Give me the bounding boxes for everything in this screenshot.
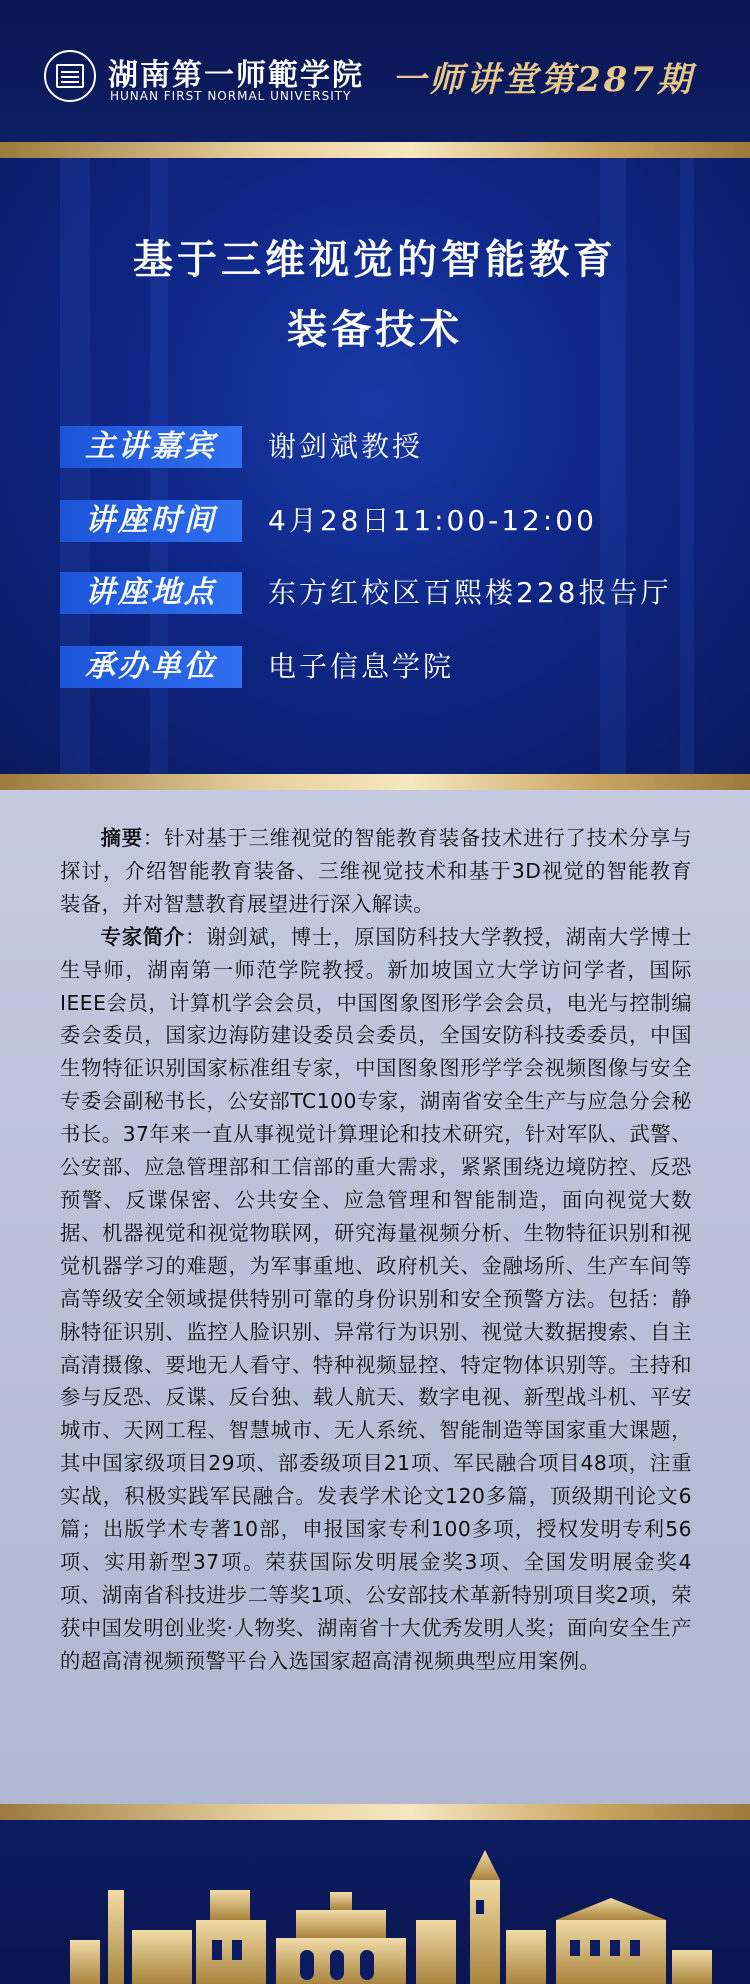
abstract-text: 针对基于三维视觉的智能教育装备技术进行了技术分享与探讨，介绍智能教育装备、三维视觉技术和基于3D视觉的智能教育装备，并对智慧教育展望进行深入解读。 — [60, 826, 692, 916]
info-value: 东方红校区百熙楼228报告厅 — [268, 576, 672, 609]
gold-divider — [0, 1804, 750, 1820]
bio-text: 谢剑斌，博士，原国防科技大学教授，湖南大学博士生导师，湖南第一师范学院教授。新加坡国立大学访问学者，国际IEEE会员，计算机学会会员，中国图象图形学会会员，电光与控制编委会委员，国家边海防建设委员会委员，全国安防科技委委员，中国生物特征识别国家标准组专家，中国图象图形学学会视频图像与安全专委会副秘书长，公安部TC100专家，湖南省安全生产与应急分会秘书长。37年来一直从事视觉计算理论和技术研究，针对军队、武警、公安部、应急管理部和工信部的重大需求，紧紧围绕边境防控、反恐预警、反谍保密、公共安全、应急管理和智能制造，面向视觉大数据、机器视觉和视觉物联网，研究海量视频分析、生物特征识别和视觉机器学习的难题，为军事重地、政府机关、金融场所、生产车间等高等级安全领域提供特别可靠的身份识别和安全预警方法。包括：静脉特征识别、监控人脸识别、异常行为识别、视觉大数据搜索、自主高清摄像、要地无人看守、特种视频显控、特定物体识别等。主持和参与反恐、反谍、反台独、载人航天、数字电视、新型战斗机、平安城市、天网工程、智慧城市、无人系统、智能制造等国家重大课题，其中国家级项目29项、部委级项目21项、军民融合项目48项，注重实战，积极实践军民融合。发表学术论文120多篇，顶级期刊论文6篇；出版学术专著10部，申报国家专利100多项，授权发明专利56项、实用新型37项。荣获国际发明展金奖3项、全国发明展金奖4项、湖南省科技进步二等奖1项、公安部技术革新特别项目奖2项，荣获中国发明创业奖·人物奖、湖南省十大优秀发明人奖；面向安全生产的超高清视频预警平台入选国家超高清视频典型应用案例。 — [60, 924, 692, 1673]
info-value: 谢剑斌教授 — [268, 430, 424, 463]
abstract-heading: 摘要 — [100, 826, 143, 850]
header — [0, 0, 750, 142]
university-name-en: HUNAN FIRST NORMAL UNIVERSITY — [110, 89, 352, 103]
university-logo-icon — [44, 50, 96, 102]
university-name: 湖南第一师範学院 — [108, 58, 364, 93]
series-title: 一师讲堂第287期 — [392, 60, 694, 100]
gold-divider — [0, 142, 750, 158]
info-label: 承办单位 — [60, 646, 242, 688]
abstract-paragraph: 摘要：针对基于三维视觉的智能教育装备技术进行了技术分享与探讨，介绍智能教育装备、三维视觉技术和基于3D视觉的智能教育装备，并对智慧教育展望进行深入解读。 — [60, 826, 692, 916]
bio-heading: 专家简介 — [100, 924, 186, 949]
lecture-title-line2: 装备技术 — [287, 307, 463, 353]
info-label: 讲座时间 — [60, 500, 242, 542]
info-value: 4月28日11:00-12:00 — [268, 504, 597, 537]
description-text — [60, 822, 692, 1678]
campus-skyline-icon — [0, 1820, 750, 1984]
gold-divider — [0, 774, 750, 790]
info-label: 讲座地点 — [60, 572, 242, 614]
lecture-title-line1: 基于三维视觉的智能教育 — [133, 237, 617, 283]
info-value: 电子信息学院 — [268, 650, 455, 683]
footer — [0, 1820, 750, 1984]
info-label: 主讲嘉宾 — [60, 426, 242, 468]
bio-paragraph: 专家简介：谢剑斌，博士，原国防科技大学教授，湖南大学博士生导师，湖南第一师范学院教授。新加坡国立大学访问学者，国际IEEE会员，计算机学会会员，中国图象图形学会会员，电光与控制编委会委员，国家边海防建设委员会委员，全国安防科技委委员，中国生物特征识别国家标准组专家，中国图象图形学学会视频图像与安全专委会副秘书长，公安部TC100专家，湖南省安全生产与应急分会秘书长。37年来一直从事视觉计算理论和技术研究，针对军队、武警、公安部、应急管理部和工信部的重大需求，紧紧围绕边境防控、反恐预警、反谍保密、公共安全、应急管理和智能制造，面向视觉大数据、机器视觉和视觉物联网，研究海量视频分析、生物特征识别和视觉机器学习的难题，为军事重地、政府机关、金融场所、生产车间等高等级安全领域提供特别可靠的身份识别和安全预警方法。包括：静脉特征识别、监控人脸识别、异常行为识别、视觉大数据搜索、自主高清摄像、要地无人看守、特种视频显控、特定物体识别等。主持和参与反恐、反谍、反台独、载人航天、数字电视、新型战斗机、平安城市、天网工程、智慧城市、无人系统、智能制造等国家重大课题，其中国家级项目29项、部委级项目21项、军民融合项目48项，注重实战，积极实践军民融合。发表学术论文120多篇，顶级期刊论文6篇；出版学术专著10部，申报国家专利100多项，授权发明专利56项、实用新型37项。荣获国际发明展金奖3项、全国发明展金奖4项、湖南省科技进步二等奖1项、公安部技术革新特别项目奖2项，荣获中国发明创业奖·人物奖、湖南省十大优秀发明人奖；面向安全生产的超高清视频预警平台入选国家超高清视频典型应用案例。 — [60, 924, 692, 1673]
